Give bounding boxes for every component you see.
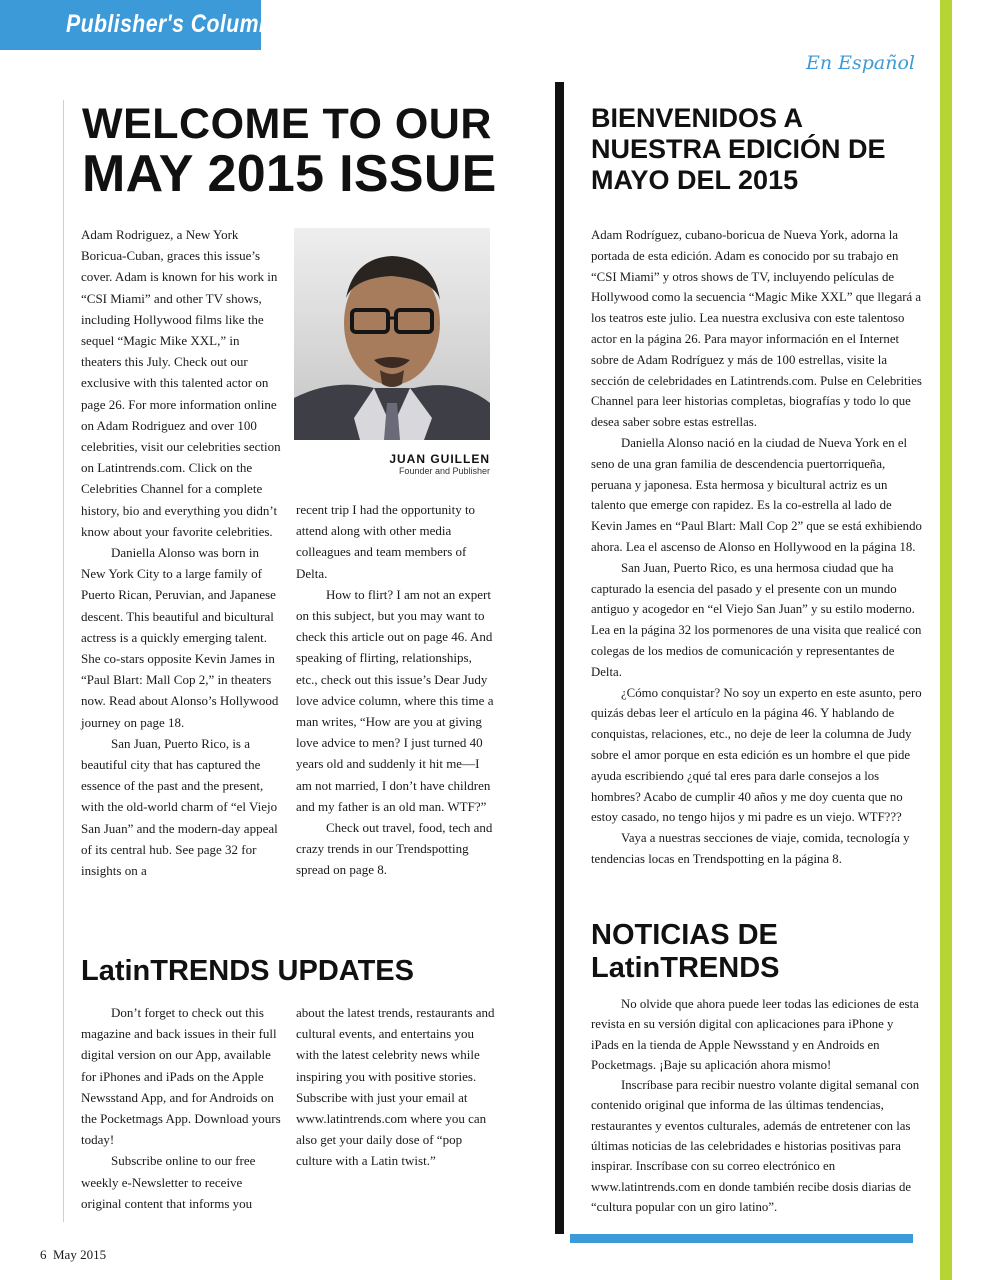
paragraph: Daniella Alonso was born in New York City to a large family of Puerto Rican, Peruvian, and Japanese descent. This beautiful and bicultural actress is a quickly emerging talent. She co-stars opposite Kevin James in “Paul Blart: Mall Cop 2,” in theaters now. Read about Alonso’s Hollywood journey on page 18. — [81, 545, 279, 730]
title-line-1: WELCOME TO OUR — [82, 100, 492, 148]
section-tab-label: Publisher's Column — [66, 10, 273, 38]
paragraph: Adam Rodriguez, a New York Boricua-Cuban, graces this issue’s cover. Adam is known for his work in “CSI Miami” and other TV shows, including Hollywood films like the sequel “Magic Mike XXL,” in theaters this July. Check out our exclusive with this talented actor on page 26. For more information online on Adam Rodriguez and over 100 celebrities, visit our celebrities section on Latintrends.com. Click on the Celebrities Channel for a complete history, bio and everything you didn’t know about your favorite celebrities. — [81, 227, 281, 539]
right-edge-bar — [940, 0, 952, 1280]
noticias-heading: NOTICIAS DE LatinTRENDS — [591, 919, 780, 984]
english-column-a — [81, 224, 281, 881]
column-divider — [555, 82, 564, 1234]
photo-caption-title: Founder and Publisher — [398, 466, 490, 476]
left-rule — [63, 100, 64, 1222]
paragraph: San Juan, Puerto Rico, es una hermosa ciudad que ha capturado la esencia del pasado y el presente con un mundo antiguo y acogedor en “el Viejo San Juan” y su estilo moderno. Lea en la página 32 los pormenores de una visita que realicé con colegas de los medios de comunicación y representantes de Delta. — [591, 560, 922, 679]
spanish-column — [591, 225, 923, 870]
page-footer — [40, 1247, 106, 1263]
paragraph: Don’t forget to check out this magazine and back issues in their full digital version on our App, available for iPhones and iPads on the Apple Newsstand App, and for Androids on the Pocketmags App. Download yours today! — [81, 1005, 281, 1148]
title-line-2: MAY 2015 ISSUE — [82, 145, 497, 203]
page-title — [82, 100, 497, 203]
paragraph: No olvide que ahora puede leer todas las ediciones de esta revista en su versión digital con aplicaciones para iPhone y iPads en la tienda de Apple Newsstand y en Androids en Pocketmags. ¡Baje su aplicación ahora mismo! — [591, 997, 919, 1072]
spanish-title: BIENVENIDOS A NUESTRA EDICIÓN DE MAYO DEL 2015 — [591, 103, 886, 195]
issue-date: May 2015 — [53, 1247, 107, 1262]
paragraph: Check out travel, food, tech and crazy trends in our Trendspotting spread on page 8. — [296, 820, 493, 878]
english-column-b — [296, 499, 496, 881]
bottom-accent-bar — [570, 1234, 913, 1243]
paragraph: about the latest trends, restaurants and cultural events, and entertains you with the latest celebrity news while inspiring you with positive stories. Subscribe with just your email at www.latintrends.com where you can also get your daily dose of “pop culture with a Latin twist.” — [296, 1005, 495, 1169]
paragraph: Inscríbase para recibir nuestro volante digital semanal con contenido original que informa de las últimas tendencias, restaurantes y eventos culturales, además de entretener con las últimas noticias de las celebridades e historias positivas para inspirar. Inscríbase con su correo electrónico en www.latintrends.com en donde también recibe dosis diarias de “cultura popular con un giro latino”. — [591, 1078, 920, 1214]
paragraph: Adam Rodríguez, cubano-boricua de Nueva York, adorna la portada de esta edición. Adam es conocido por su trabajo en “CSI Miami” y otros shows de TV, incluyendo películas de Hollywood como la secuencia “Magic Mike XXL” que llegará a los teatros este julio. Lea nuestra exclusiva con este talentoso actor en la página 26. Para mayor información en el Internet sobre de Adam Rodríguez y más de 100 estrellas, visite la sección de celebridades en Latintrends.com. Pulse en Celebrities Channel para leer historias completas, biografías y todo lo que desea saber sobre estas estrellas. — [591, 228, 922, 430]
photo-caption-name: JUAN GUILLEN — [389, 452, 490, 466]
paragraph: Daniella Alonso nació en la ciudad de Nueva York en el seno de una gran familia de descendencia puertorriqueña, peruana y japonesa. Esta hermosa y bicultural actriz es un talento que emerge con rapidez. Es la co-estrella al lado de Kevin James en “Paul Blart: Mall Cop 2” que se está exhibiendo ahora. Lea el ascenso de Alonso en Hollywood en la página 18. — [591, 435, 922, 554]
paragraph: San Juan, Puerto Rico, is a beautiful city that has captured the essence of the past and the present, with the old-world charm of “el Viejo San Juan” and the modern-day appeal of its central hub. See page 32 for insights on a — [81, 735, 278, 879]
updates-column-b — [296, 1002, 496, 1172]
updates-column-a — [81, 1002, 281, 1214]
paragraph: Vaya a nuestras secciones de viaje, comida, tecnología y tendencias locas en Trendspotting en la página 8. — [591, 831, 910, 866]
paragraph: recent trip I had the opportunity to attend along with other media colleagues and team members of Delta. — [296, 502, 476, 581]
language-note: En Español — [806, 52, 916, 74]
page-number: 6 — [40, 1247, 47, 1262]
publisher-photo — [294, 228, 490, 440]
paragraph: How to flirt? I am not an expert on this subject, but you may want to check this article out on page 46. And speaking of flirting, relationships, etc., check out this issue’s Dear Judy love advice column, where this time a man writes, “How are you at giving love advice to men? I just turned 40 years old and suddenly it hit me—I am not married, I don’t have children and my father is an old man. WTF?” — [296, 586, 494, 814]
paragraph: Subscribe online to our free weekly e-Newsletter to receive original content that informs you — [81, 1153, 256, 1211]
section-tab — [0, 0, 273, 50]
paragraph: ¿Cómo conquistar? No soy un experto en este asunto, pero quizás debas leer el artículo en la página 46. Y hablando de conquistas, relaciones, etc., no deje de leer la columna de Judy sobre el amor porque en esta edición es un hombre el que pide ayuda escribiendo ¿qué tal eres para darle consejos a los hombres? Acabo de cumplir 40 años y me doy cuenta que no estoy casado, no tengo hijos y mi padre es un viejo. WTF??? — [591, 685, 922, 825]
noticias-column — [591, 994, 923, 1217]
updates-heading: LatinTRENDS UPDATES — [81, 955, 414, 987]
